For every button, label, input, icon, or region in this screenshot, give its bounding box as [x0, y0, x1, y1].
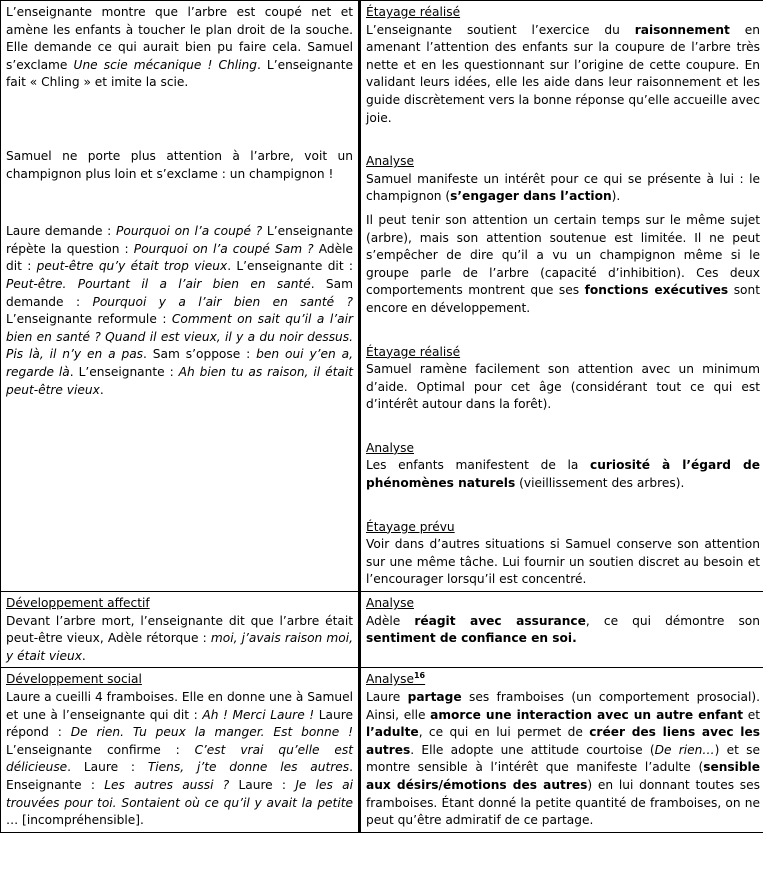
quoted-speech: Peut-être. Pourtant il a l’air bien en santé	[6, 276, 311, 291]
text-run: ses framboises (un comportement prosocial). Ainsi, elle	[366, 690, 760, 722]
analysis-paragraph	[366, 171, 760, 206]
analysis-paragraph	[366, 212, 760, 318]
quoted-speech: De rien…	[654, 742, 715, 757]
text-run: . Enseignante :	[6, 760, 354, 792]
quoted-speech: Comment on sait qu’il a l’air bien en santé ? Quand il est vieux, il y a du noir dessus. Pis là, il n’y en a pas	[6, 312, 353, 362]
text-run: Adèle dit :	[6, 241, 353, 274]
section-heading	[366, 671, 760, 689]
text-run: L’enseignante confirme :	[6, 742, 195, 757]
analysis-paragraph	[366, 361, 760, 414]
quoted-speech: Pourquoi on l’a coupé ?	[116, 224, 263, 239]
quoted-speech: Pourquoi y a l’air bien en santé ?	[92, 294, 354, 309]
section-heading: Analyse	[366, 154, 414, 169]
observation-paragraph	[6, 613, 353, 666]
bold-term: sensible aux désirs/émotions des autres	[366, 760, 760, 792]
text-run: et	[743, 707, 760, 722]
bold-term: l’adulte	[366, 725, 419, 740]
text-run: , ce qui en lui permet de	[418, 725, 590, 740]
text-run: ).	[611, 189, 621, 204]
text-run: . Laure :	[67, 760, 148, 775]
text-run: . Sam demande :	[6, 276, 353, 309]
quoted-speech: De rien. Tu peux la manger. Est bonne !	[70, 725, 353, 740]
section-heading: Étayage réalisé	[366, 5, 461, 19]
text-run: sont encore en développement.	[366, 283, 760, 315]
bold-term: raisonnement	[634, 22, 730, 37]
bold-term: amorce une interaction avec un autre enfant	[430, 707, 744, 722]
analysis-cell	[360, 1, 763, 592]
text-run: Adèle	[366, 613, 415, 628]
text-run: Laure répond :	[6, 707, 353, 740]
text-run: L’enseignante soutient l’exercice du	[366, 22, 635, 37]
analysis-paragraph	[366, 457, 760, 492]
table-row	[1, 592, 763, 668]
observation-cell	[1, 668, 360, 832]
observation-paragraph	[6, 4, 353, 92]
quoted-speech: ben oui y’en a, regarde là	[6, 347, 354, 379]
quoted-speech: Une scie mécanique ! Chling	[73, 57, 257, 72]
bold-term: réagit avec assurance	[414, 613, 586, 628]
text-run: ) en lui donnant toutes ses framboises. Étant donné la petite quantité de framboises, on ne peut qu’être admiratif de ce partage.	[366, 777, 760, 828]
quoted-speech: Ah ! Merci Laure !	[202, 707, 315, 722]
text-run: Les enfants manifestent de la	[366, 458, 590, 473]
analysis-paragraph	[366, 613, 760, 648]
bold-term: sentiment de confiance en soi.	[366, 631, 577, 646]
table-row	[1, 1, 763, 592]
quoted-speech: peut-être qu’y était trop vieux	[36, 259, 228, 274]
text-run: Samuel manifeste un intérêt pour ce qui se présente à lui : le champignon (	[366, 171, 760, 204]
quoted-speech: C’est vrai qu’elle est délicieuse	[6, 742, 353, 775]
text-run: , ce qui démontre son	[585, 613, 760, 628]
observation-cell	[1, 1, 360, 592]
text-run: .	[99, 382, 104, 397]
analysis-cell	[360, 668, 763, 832]
text-run: Laure demande :	[6, 224, 117, 239]
quoted-speech: Je les ai trouvées pour toi. Sontaient où ce qu’il y avait la petite	[6, 777, 354, 810]
analysis-paragraph	[366, 536, 760, 589]
section-heading: Étayage réalisé	[366, 344, 461, 359]
observation-paragraph	[6, 689, 353, 830]
quoted-speech: Tiens, j’te donne les autres	[147, 760, 350, 775]
text-run: Samuel ramène facilement son attention avec un minimum d’aide. Optimal pour cet âge (considérant tout ce qui est d’intérêt autour dans la forêt).	[366, 362, 760, 412]
text-run: ) et se montre sensible à l’intérêt que manifeste l’adulte (	[366, 742, 760, 775]
text-run: Laure	[366, 690, 408, 704]
bold-term: créer des liens avec les autres	[366, 725, 761, 757]
bold-term: partage	[407, 690, 462, 704]
text-run: Laure a cueilli 4 framboises. Elle en donne une à Samuel et une à l’enseignante qui dit :	[6, 690, 353, 722]
text-run: en amenant l’attention des enfants sur la coupure de l’arbre très nette et en les questionnant sur l’origine de cette coupure. En validant leurs idées, elle les aide dans leur raisonnement et les guide discrètement vers la bonne réponse qu’elle accueille avec joie.	[366, 22, 760, 125]
bold-term: s’engager dans l’action	[450, 189, 612, 204]
domain-heading: Développement affectif	[6, 596, 150, 611]
section-heading: Analyse	[366, 596, 414, 611]
text-run: (vieillissement des arbres).	[515, 476, 685, 491]
footnote-marker: 16	[413, 671, 426, 681]
bold-term: fonctions exécutives	[584, 283, 729, 298]
text-run: . L’enseignante dit :	[227, 259, 354, 274]
text-run: Samuel ne porte plus attention à l’arbre, voit un champignon plus loin et s’exclame : un champignon !	[6, 148, 353, 181]
text-run: . Sam s’oppose :	[143, 347, 257, 362]
analysis-paragraph	[366, 22, 760, 128]
text-run: L’enseignante montre que l’arbre est coupé net et amène les enfants à toucher le plan droit de la souche. Elle demande ce qui aurait bien pu faire cela. Samuel s’exclame	[6, 5, 353, 72]
text-run: Devant l’arbre mort, l’enseignante dit que l’arbre était peut-être vieux, Adèle rétorque :	[6, 613, 353, 646]
section-heading: Étayage prévu	[366, 519, 455, 534]
observation-cell	[1, 592, 360, 668]
analysis-cell	[360, 592, 763, 668]
quoted-speech: Les autres aussi ?	[104, 777, 230, 792]
text-run: Voir dans d’autres situations si Samuel conserve son attention sur une même tâche. Lui fournir un soutien discret au besoin et l’encourager lorsqu’il est concentré.	[366, 537, 760, 587]
analysis-paragraph	[366, 689, 760, 830]
text-run: . Elle adopte une attitude courtoise (	[410, 742, 655, 757]
section-heading: Analyse	[366, 440, 414, 455]
text-run: .	[81, 648, 86, 663]
text-run: L’enseignante reformule :	[6, 312, 172, 327]
domain-heading: Développement social	[6, 672, 142, 687]
quoted-speech: Pourquoi on l’a coupé Sam ?	[133, 241, 314, 256]
text-run: Il peut tenir son attention un certain temps sur le même sujet (arbre), mais son attention soutenue est limitée. Il ne peut s’empêcher de dire qu’il a vu un champignon même si le groupe parle de l’arbre (capacité d’inhibition). Ces deux comportements montrent que ses	[366, 212, 760, 298]
observation-paragraph	[6, 148, 353, 183]
quoted-speech: moi, j’avais raison moi, y était vieux	[6, 631, 354, 663]
text-run: … [incompréhensible].	[6, 813, 144, 828]
table-row	[1, 668, 763, 832]
bold-term: curiosité à l’égard de phénomènes naturels	[366, 458, 761, 491]
text-run: . L’enseignante :	[69, 364, 179, 379]
text-run: Laure :	[229, 777, 296, 792]
section-heading-text: Analyse	[366, 672, 414, 687]
observation-paragraph	[6, 223, 353, 399]
quoted-speech: Ah bien tu as raison, il était peut-être vieux	[6, 364, 353, 397]
text-run: L’enseignante répète la question :	[6, 224, 353, 256]
text-run: . L’enseignante fait « Chling » et imite la scie.	[6, 57, 353, 90]
